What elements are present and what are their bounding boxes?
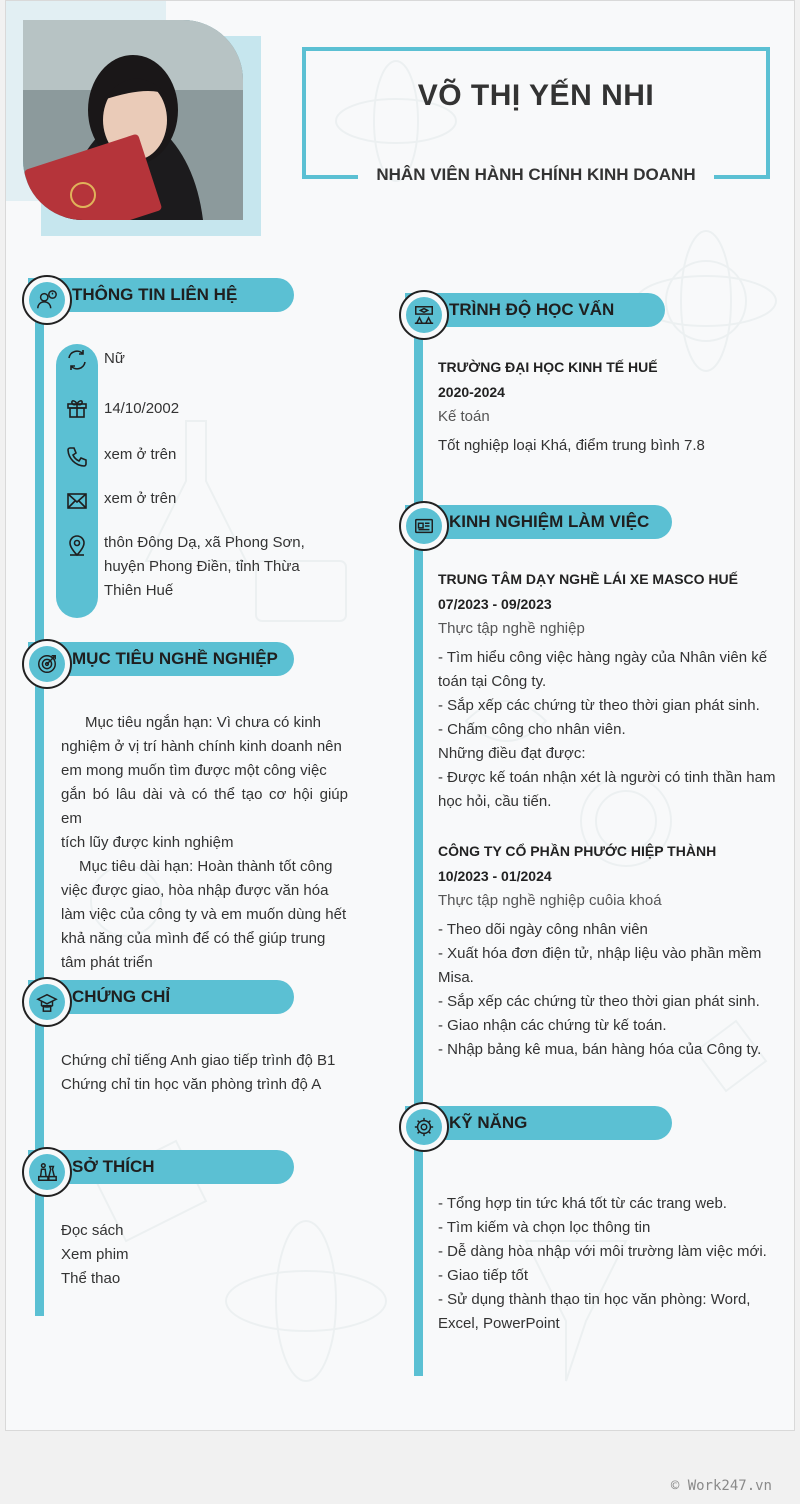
contact-section-title: THÔNG TIN LIÊN HỆ <box>72 285 238 304</box>
education-major: Kế toán <box>438 408 490 425</box>
job-period: 07/2023 - 09/2023 <box>438 596 552 612</box>
objective-section-icon-wrap <box>22 639 72 689</box>
hobbies-section-icon-wrap <box>22 1147 72 1197</box>
contact-email: xem ở trên <box>104 490 177 507</box>
skill-line: - Sử dụng thành thạo tin học văn phòng: Word, <box>438 1291 751 1308</box>
job-period: 10/2023 - 01/2024 <box>438 868 552 884</box>
objective-line: tích lũy được kinh nghiệm <box>61 834 234 851</box>
contact-icon-bar <box>56 344 98 618</box>
skill-line: - Tìm kiếm và chọn lọc thông tin <box>438 1219 651 1236</box>
footer-watermark: © Work247.vn <box>670 1478 772 1494</box>
job-line: - Xuất hóa đơn điện tử, nhập liệu vào phần mềm <box>438 945 762 962</box>
contact-info-icon <box>29 282 65 318</box>
candidate-name: VÕ THỊ YẾN NHI <box>417 79 655 112</box>
objective-text <box>61 711 348 975</box>
objective-line: gắn bó lâu dài và có thể tạo cơ hội giúp em <box>61 786 348 827</box>
experience-section-icon-wrap <box>399 501 449 551</box>
education-period: 2020-2024 <box>438 384 505 400</box>
job-line: - Giao nhận các chứng từ kế toán. <box>438 1017 667 1034</box>
gift-icon <box>64 395 90 421</box>
job-line: - Nhập bảng kê mua, bán hàng hóa của Công ty. <box>438 1041 762 1058</box>
skills-list <box>438 1192 780 1336</box>
job-role: Thực tập nghề nghiệp <box>438 620 585 637</box>
certificate-list <box>61 1049 335 1097</box>
contact-birthday: 14/10/2002 <box>104 400 180 417</box>
school-icon <box>406 297 442 333</box>
phone-icon <box>64 444 90 470</box>
experience-section-title: KINH NGHIỆM LÀM VIỆC <box>449 512 650 531</box>
education-note: Tốt nghiệp loại Khá, điểm trung bình 7.8 <box>438 437 705 454</box>
location-icon <box>64 533 90 559</box>
certificate-item: Chứng chỉ tin học văn phòng trình độ A <box>61 1076 322 1093</box>
objective-line: Mục tiêu dài hạn: Hoàn thành tốt công <box>79 858 333 875</box>
right-timeline-line <box>414 321 423 1376</box>
job-line: - Sắp xếp các chứng từ theo thời gian phát sinh. <box>438 993 760 1010</box>
gear-icon <box>406 1109 442 1145</box>
target-icon <box>29 646 65 682</box>
education-section-title: TRÌNH ĐỘ HỌC VẤN <box>449 300 615 319</box>
address-line: huyện Phong Điền, tỉnh Thừa <box>104 558 300 575</box>
hobby-item: Đọc sách <box>61 1222 124 1239</box>
address-line: Thiên Huế <box>104 582 174 599</box>
skill-line: - Dễ dàng hòa nhập với môi trường làm việc mới. <box>438 1243 767 1260</box>
contact-section-icon-wrap <box>22 275 72 325</box>
job-role: Thực tập nghề nghiệp cuôia khoá <box>438 892 662 909</box>
certificates-section-title: CHỨNG CHỈ <box>72 987 171 1006</box>
objective-line: tâm phát triển <box>61 954 153 971</box>
objective-section-title: MỤC TIÊU NGHỀ NGHIỆP <box>72 649 278 668</box>
job-line: học hỏi, cầu tiến. <box>438 793 552 810</box>
graduation-cap-icon <box>29 984 65 1020</box>
hobby-item: Xem phim <box>61 1246 129 1263</box>
objective-line: làm việc của công ty và em muốn dùng hết <box>61 906 347 923</box>
hobby-list <box>61 1219 129 1291</box>
job-company: TRUNG TÂM DẠY NGHỀ LÁI XE MASCO HUẾ <box>438 571 738 587</box>
briefcase-icon <box>406 508 442 544</box>
skills-section-icon-wrap <box>399 1102 449 1152</box>
job-company: CÔNG TY CỔ PHẦN PHƯỚC HIỆP THÀNH <box>438 843 717 859</box>
job-line: toán tại Công ty. <box>438 673 547 690</box>
job-line: Misa. <box>438 969 474 986</box>
job-title: NHÂN VIÊN HÀNH CHÍNH KINH DOANH <box>376 165 696 184</box>
skills-section-title: KỸ NĂNG <box>449 1113 528 1132</box>
skill-line: - Tổng hợp tin tức khá tốt từ các trang web. <box>438 1195 727 1212</box>
objective-line: nghiệm ở vị trí hành chính kinh doanh nên <box>61 738 342 755</box>
job-line: - Chấm công cho nhân viên. <box>438 721 626 738</box>
certificate-item: Chứng chỉ tiếng Anh giao tiếp trình độ B1 <box>61 1052 336 1069</box>
name-box <box>302 47 770 184</box>
gender-icon <box>64 347 90 373</box>
certificates-section-icon-wrap <box>22 977 72 1027</box>
contact-gender: Nữ <box>104 350 125 367</box>
job-line: - Sắp xếp các chứng từ theo thời gian phát sinh. <box>438 697 760 714</box>
email-icon <box>64 488 90 514</box>
education-school: TRƯỜNG ĐẠI HỌC KINH TẾ HUẾ <box>438 359 658 375</box>
hobby-item: Thể thao <box>61 1270 121 1287</box>
skill-line: - Giao tiếp tốt <box>438 1267 529 1284</box>
contact-address <box>104 531 305 603</box>
cv-page <box>5 0 795 1431</box>
address-line: thôn Đông Dạ, xã Phong Sơn, <box>104 534 305 551</box>
profile-photo <box>23 20 243 220</box>
education-section-icon-wrap <box>399 290 449 340</box>
objective-line: khả năng của mình để có thể giúp trung <box>61 930 326 947</box>
chess-icon <box>29 1154 65 1190</box>
hobbies-section-title: SỞ THÍCH <box>72 1157 155 1176</box>
job-line: - Theo dõi ngày công nhân viên <box>438 921 648 938</box>
job-description <box>438 646 780 814</box>
objective-line: việc được giao, hòa nhập được văn hóa <box>61 882 329 899</box>
objective-line: em mong muốn tìm được một công việc <box>61 762 327 779</box>
job-line: - Tìm hiểu công việc hàng ngày của Nhân viên kế <box>438 649 768 666</box>
skill-line: Excel, PowerPoint <box>438 1315 560 1332</box>
job-description <box>438 918 780 1062</box>
job-line: Những điều đạt được: <box>438 745 586 762</box>
objective-line: Mục tiêu ngắn hạn: Vì chưa có kinh <box>85 714 322 731</box>
contact-phone: xem ở trên <box>104 446 177 463</box>
job-line: - Được kế toán nhận xét là người có tinh thần ham <box>438 769 776 786</box>
